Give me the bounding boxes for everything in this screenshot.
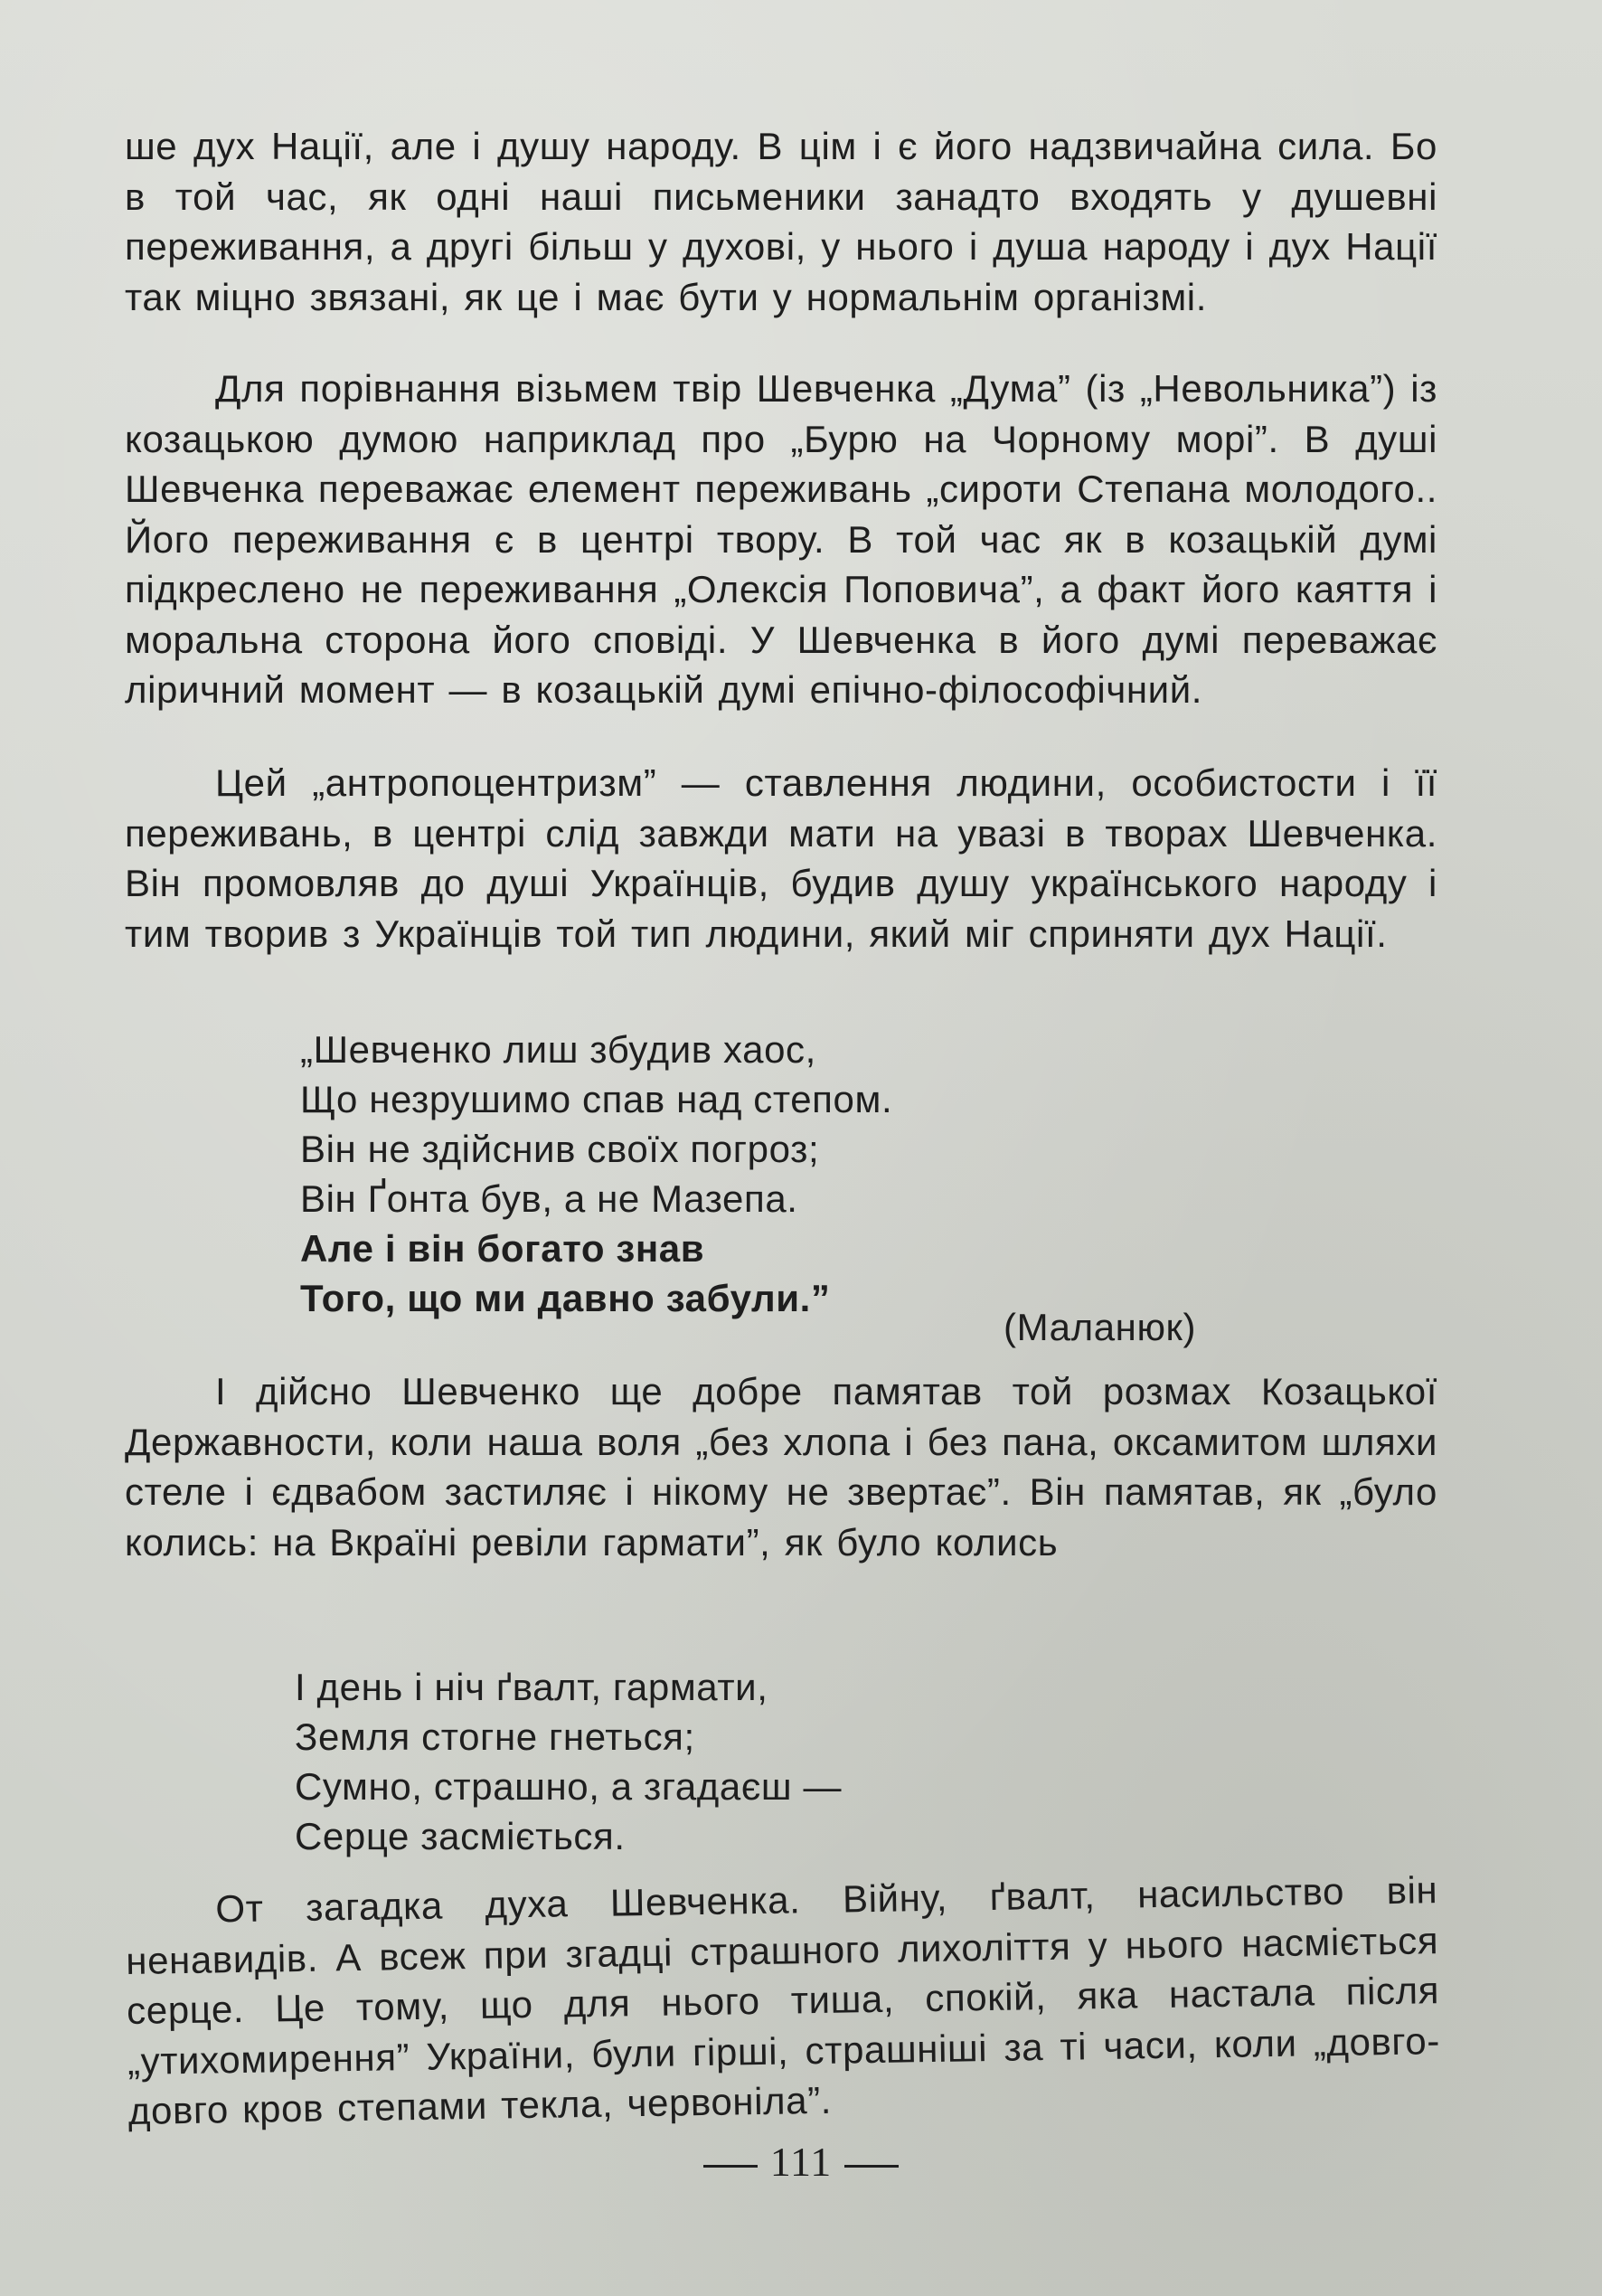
paragraph-anthropocentrism: Цей „антропоцентризм” — ставлення людини, особистости і її переживань, в центрі слід завжди мати на увазі в творах Шевченка. Він промовляв до душі Українців, будив душу українського народу і тим творив з Українців той тип людини, який міг сприняти дух Нації. xyxy=(125,761,1437,955)
poem-quote-malaniuk xyxy=(300,1025,892,1323)
poem-line: Він не здійснив своїх погроз; xyxy=(300,1128,820,1170)
paragraph-cossack-state: І дійсно Шевченко ще добре памятав той розмах Козацької Державности, коли наша воля „без хлопа і без пана, оксамитом шляхи стеле і єдвабом застиляє і нікому не звертає”. Він памятав, як „було колись: на Вкраїні ревіли гармати”, як було колись xyxy=(125,1370,1437,1564)
poem-line: Земля стогне гнеться; xyxy=(295,1715,695,1758)
paragraph-riddle-of-spirit: От загадка духа Шевченка. Війну, ґвалт, насильство він ненавидів. А всеж при згадці страшного лихоліття у нього насміється серце. Це тому, що для нього тиша, спокій, яка настала після „утихомирення” України, були гірші, страшніші за ті часи, коли „довго-довго кров степами текла, червоніла”. xyxy=(125,1868,1441,2132)
page-number xyxy=(0,2137,1602,2187)
paragraph-duma-comparison: Для порівнання візьмем твір Шевченка „Дума” (із „Невольника”) із козацькою думою наприклад про „Бурю на Чорному морі”. В душі Шевченка переважає елемент переживань „сироти Степана молодого.. Його переживання є в центрі твору. В той час як в козацькій думі підкреслено не переживання „Олексія Поповича”, а факт його каяття і моральна сторона його сповіді. У Шевченка в його думі переважає ліричний момент — в козацькій думі епічно-філософічний. xyxy=(125,367,1437,711)
paragraph-continuation: ше дух Нації, але і душу народу. В цім і є його надзвичайна сила. Бо в той час, як одні наші письменики занадто входять у душевні переживання, а другі більш у духові, у нього і душа народу і дух Нації так міцно звязані, як це і має бути у нормальнім організмі. xyxy=(125,125,1437,318)
poem-line: Серце засміється. xyxy=(295,1815,626,1857)
poem-line: Він Ґонта був, а не Мазепа. xyxy=(300,1177,798,1220)
poem-line: „Шевченко лиш збудив хаос, xyxy=(300,1028,816,1071)
dash-left xyxy=(703,2165,758,2168)
poem-line: Сумно, страшно, а згадаєш — xyxy=(295,1765,843,1808)
poem-line: І день і ніч ґвалт, гармати, xyxy=(295,1666,768,1708)
dash-right xyxy=(844,2165,899,2168)
poem-line-bold: Того, що ми давно забули.” xyxy=(300,1277,831,1319)
poem-attribution: (Маланюк) xyxy=(1004,1306,1197,1348)
poem-quote-shevchenko xyxy=(295,1662,842,1861)
poem-line: Що незрушимо спав над степом. xyxy=(300,1078,893,1120)
page-number-value: 111 xyxy=(769,2139,833,2185)
poem-line-bold: Але і він богато знав xyxy=(300,1227,705,1270)
